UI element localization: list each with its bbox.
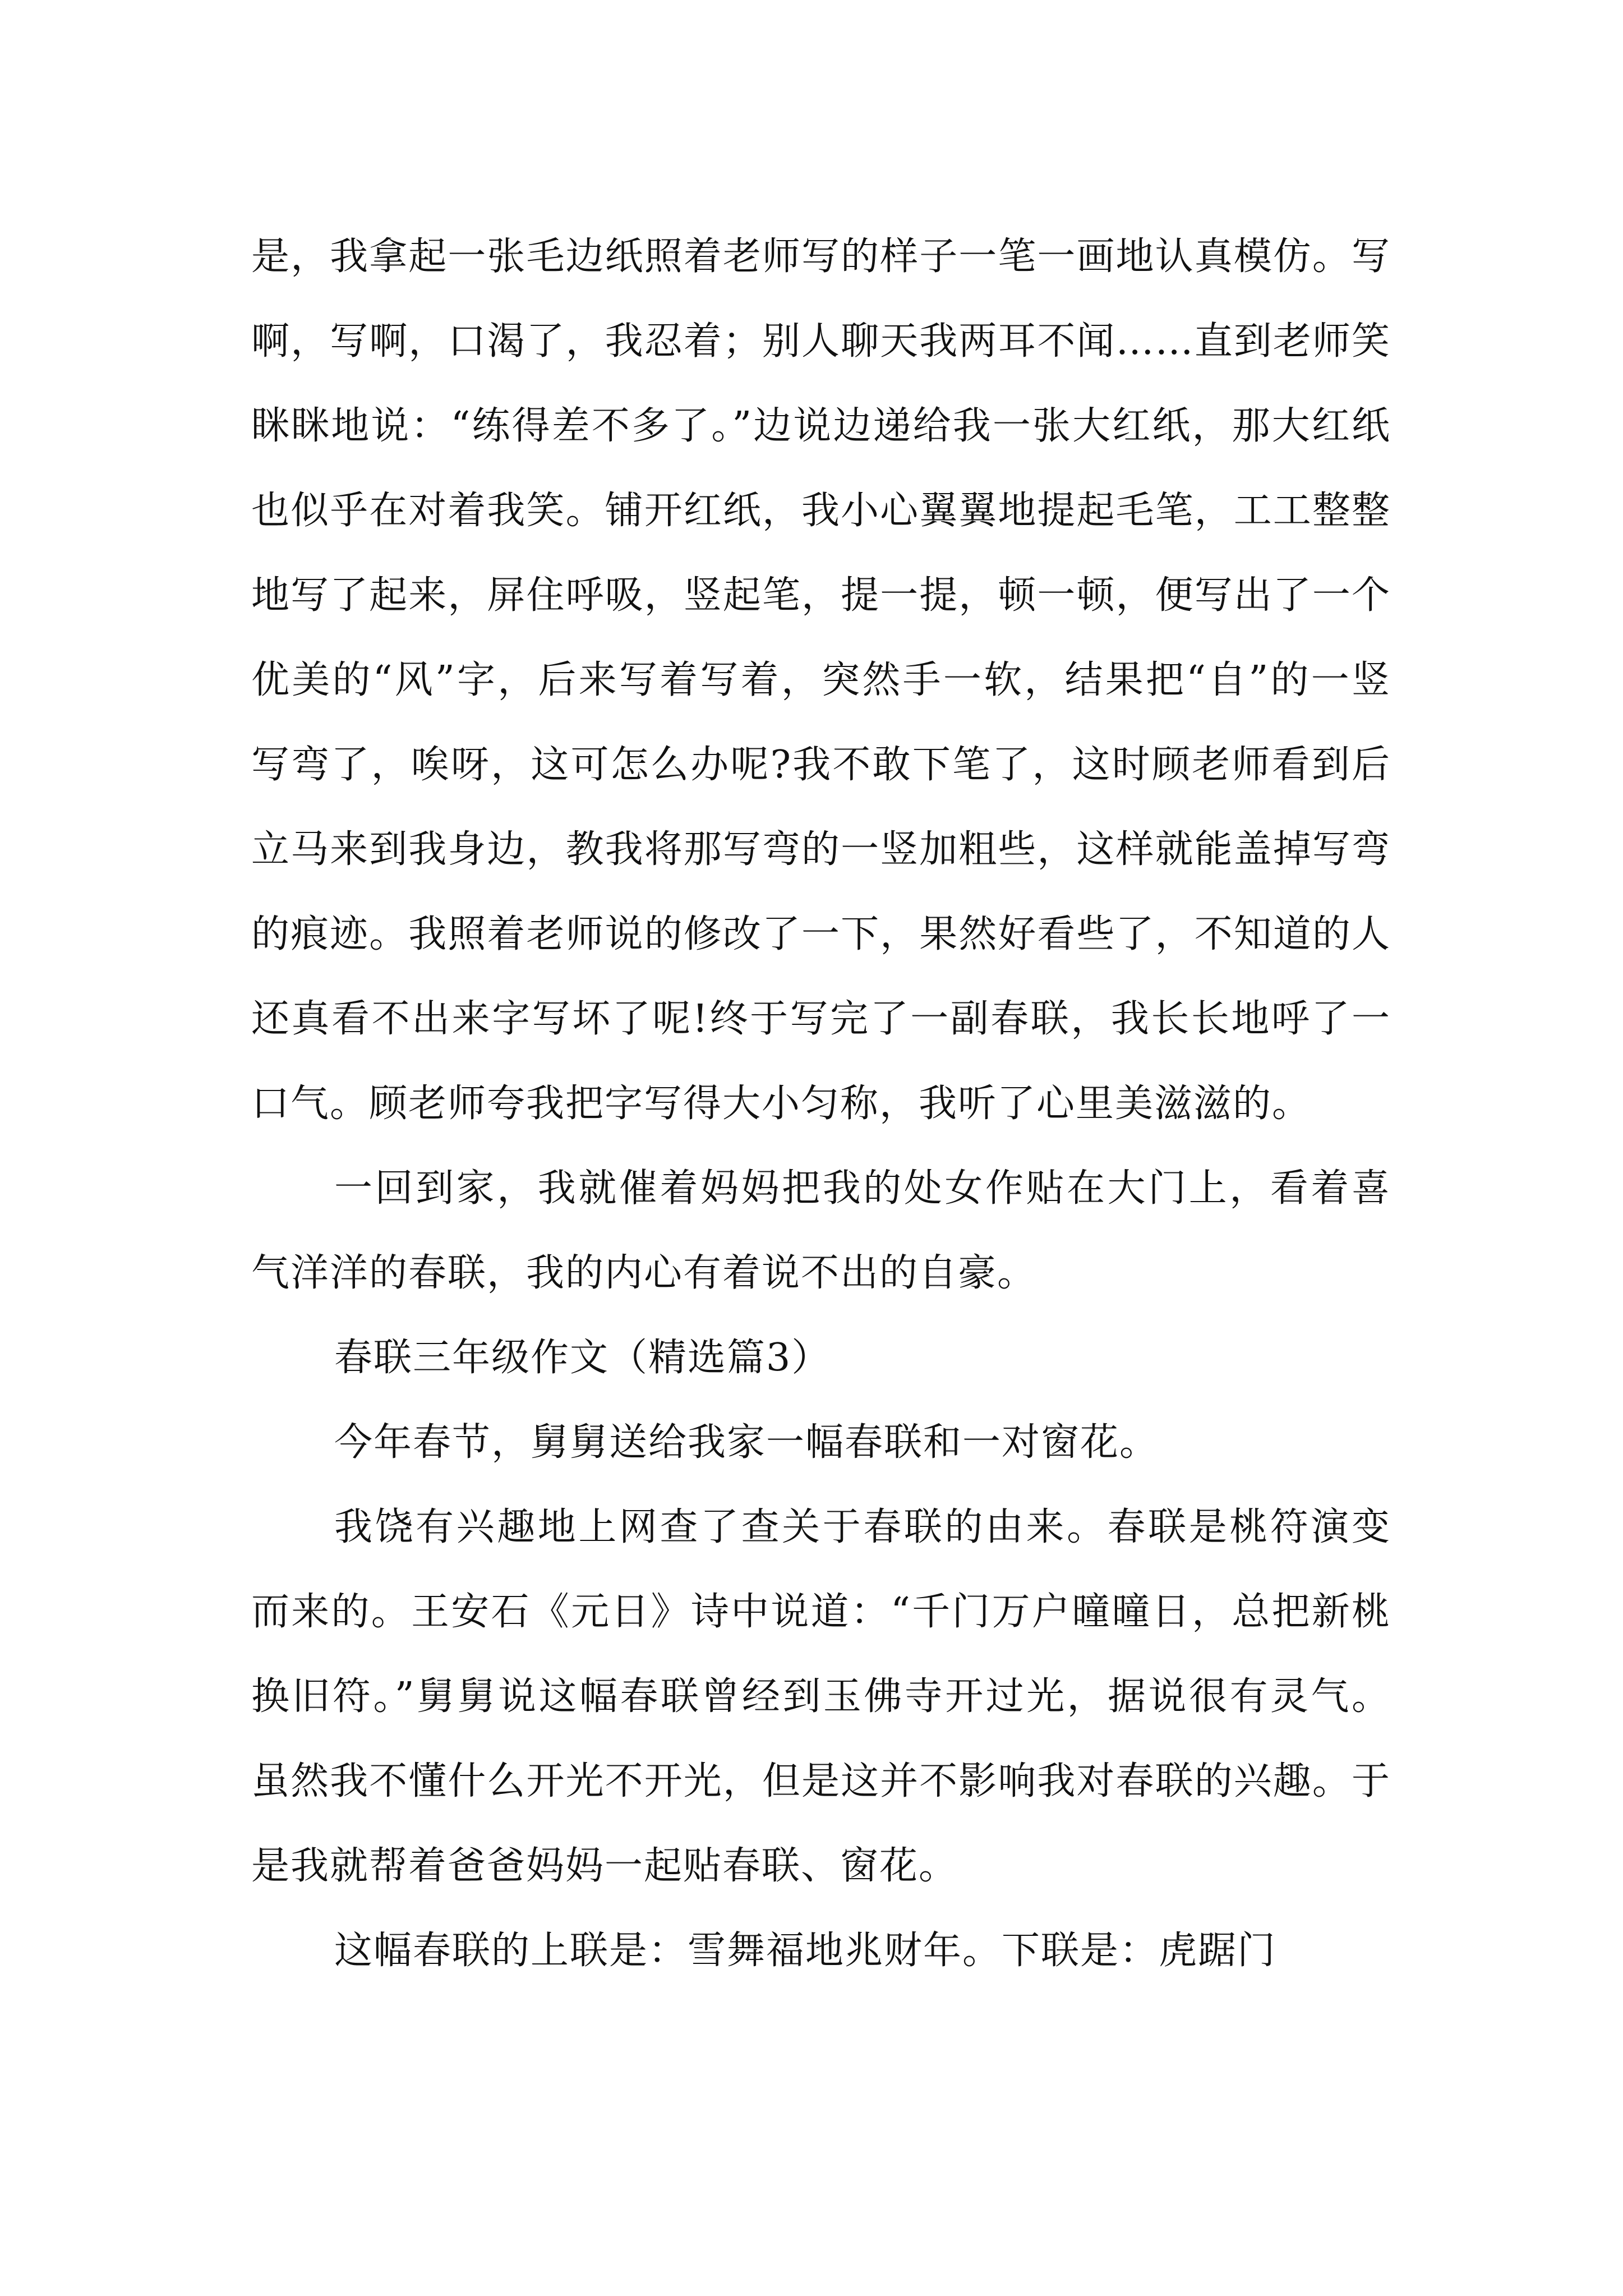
document-body [251,214,1391,1993]
paragraph: 这幅春联的上联是：雪舞福地兆财年。下联是：虎踞门 [334,1929,1277,1973]
paragraph: 今年春节，舅舅送给我家一幅春联和一对窗花。 [334,1420,1159,1465]
section-heading: 春联三年级作文（精选篇3） [334,1336,831,1380]
paragraph: 我饶有兴趣地上网查了查关于春联的由来。春联是桃符演变而来的。王安石《元日》诗中说道：“千门万户曈曈日，总把新桃换旧符。”舅舅说这幅春联曾经到玉佛寺开过光，据说很有灵气。虽然我不懂什么开光不开光，但是这并不影响我对春联的兴趣。于是我就帮着爸爸妈妈一起贴春联、窗花。 [251,1505,1391,1888]
paragraph: 一回到家，我就催着妈妈把我的处女作贴在大门上，看着喜气洋洋的春联，我的内心有着说不出的自豪。 [251,1166,1391,1295]
paragraph-continuation: 是，我拿起一张毛边纸照着老师写的样子一笔一画地认真模仿。写啊，写啊，口渴了，我忍着；别人聊天我两耳不闻……直到老师笑眯眯地说：“练得差不多了。”边说边递给我一张大红纸，那大红纸也似乎在对着我笑。铺开红纸，我小心翼翼地提起毛笔，工工整整地写了起来，屏住呼吸，竖起笔，提一提，顿一顿，便写出了一个优美的“风”字，后来写着写着，突然手一软，结果把“自”的一竖写弯了，唉呀，这可怎么办呢?我不敢下笔了，这时顾老师看到后立马来到我身边，教我将那写弯的一竖加粗些，这样就能盖掉写弯的痕迹。我照着老师说的修改了一下，果然好看些了，不知道的人还真看不出来字写坏了呢!终于写完了一副春联，我长长地呼了一口气。顾老师夸我把字写得大小匀称，我听了心里美滋滋的。 [251,234,1391,1126]
